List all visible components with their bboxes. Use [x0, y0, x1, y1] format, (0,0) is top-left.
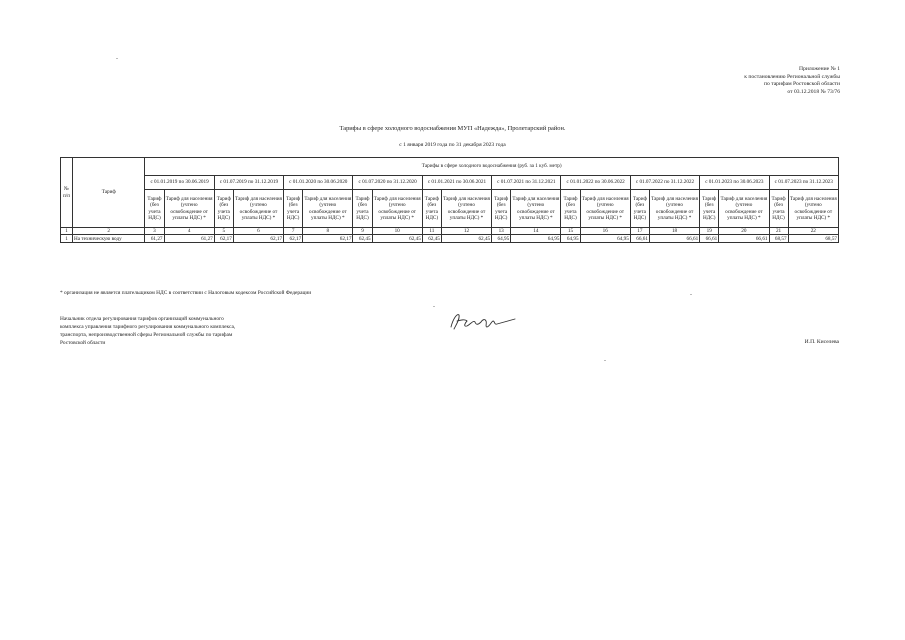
- subheader-no-vat: Тариф (без учета НДС): [561, 190, 580, 228]
- subheader-population: Тариф для населения (учтено освобождение от уплаты НДС) *: [372, 190, 422, 228]
- subheader-population: Тариф для населения (учтено освобождение от уплаты НДС) *: [719, 190, 769, 228]
- subheader-population: Тариф для населения (учтено освобождение от уплаты НДС) *: [580, 190, 630, 228]
- subheader-row: [61, 190, 839, 228]
- period-header: с 01.07.2021 по 31.12.2021: [492, 176, 561, 190]
- signer-line-1: Начальник отдела регулирования тарифов организаций коммунального: [60, 316, 224, 322]
- period-header: с 01.01.2023 по 30.06.2023: [700, 176, 769, 190]
- scan-speck: [116, 58, 118, 59]
- tariff-value: 62,45: [353, 235, 372, 243]
- subheader-no-vat: Тариф (без учета НДС): [492, 190, 511, 228]
- period-header: с 01.07.2019 по 31.12.2019: [214, 176, 283, 190]
- table-row: [61, 235, 839, 243]
- column-numbers-row: [61, 228, 839, 235]
- period-header: с 01.01.2021 по 30.06.2021: [422, 176, 491, 190]
- period-header: с 01.07.2020 по 31.12.2020: [353, 176, 422, 190]
- subheader-population: Тариф для населения (учтено освобождение от уплаты НДС) *: [511, 190, 561, 228]
- signer-line-3: транспорта, непроизводственной сферы Региональной службы по тарифам: [60, 332, 233, 338]
- tariff-value: 62,17: [214, 235, 233, 243]
- signer-line-4: Ростовской области: [60, 340, 106, 346]
- tariff-value: 64,95: [492, 235, 511, 243]
- subheader-no-vat: Тариф (без учета НДС): [353, 190, 372, 228]
- tariff-value: 62,17: [284, 235, 303, 243]
- tariff-value: 61,27: [164, 235, 214, 243]
- tariff-value: 68,57: [788, 235, 838, 243]
- header-num: № п/п: [61, 158, 73, 228]
- tariff-value: 66,61: [700, 235, 719, 243]
- period-header: с 01.07.2022 по 31.12.2022: [630, 176, 699, 190]
- column-number: 6: [233, 228, 283, 235]
- footnote: * организация не является плательщиком НДС в соответствии с Налоговым кодексом Российской Федерации: [60, 290, 312, 296]
- tariff-value: 62,17: [233, 235, 283, 243]
- column-number: 11: [422, 228, 441, 235]
- handwritten-signature: [445, 307, 525, 333]
- document-subtitle: с 1 января 2019 года по 31 декабря 2023 года: [399, 142, 506, 148]
- subheader-no-vat: Тариф (без учета НДС): [145, 190, 164, 228]
- column-number: 21: [769, 228, 788, 235]
- tariff-value: 66,61: [630, 235, 649, 243]
- appendix-line-1: Приложение № 1: [799, 66, 840, 72]
- tariff-value: 66,61: [649, 235, 699, 243]
- column-number: 18: [649, 228, 699, 235]
- signer-position: [60, 315, 320, 347]
- column-number: 10: [372, 228, 422, 235]
- period-header: с 01.01.2020 по 30.06.2020: [284, 176, 353, 190]
- column-number: 12: [441, 228, 491, 235]
- tariff-value: 64,95: [511, 235, 561, 243]
- subheader-no-vat: Тариф (без учета НДС): [214, 190, 233, 228]
- subheader-population: Тариф для населения (учтено освобождение от уплаты НДС) *: [441, 190, 491, 228]
- subheader-no-vat: Тариф (без учета НДС): [769, 190, 788, 228]
- column-number: 17: [630, 228, 649, 235]
- column-number: 16: [580, 228, 630, 235]
- subheader-no-vat: Тариф (без учета НДС): [284, 190, 303, 228]
- tariff-value: 66,61: [719, 235, 769, 243]
- column-number: 7: [284, 228, 303, 235]
- row-number: 1: [61, 235, 73, 243]
- column-number: 15: [561, 228, 580, 235]
- column-number: 20: [719, 228, 769, 235]
- period-header: с 01.07.2023 по 31.12.2023: [769, 176, 839, 190]
- header-tariff: Тариф: [73, 158, 145, 228]
- tariff-value: 64,95: [580, 235, 630, 243]
- subheader-no-vat: Тариф (без учета НДС): [630, 190, 649, 228]
- appendix-line-2: к постановлению Региональной службы: [744, 73, 840, 80]
- row-name: На техническую воду: [73, 235, 145, 243]
- column-number: 19: [700, 228, 719, 235]
- column-number: 1: [61, 228, 73, 235]
- appendix-line-3: по тарифам Ростовской области: [764, 81, 840, 88]
- column-number: 5: [214, 228, 233, 235]
- tariff-value: 61,27: [145, 235, 164, 243]
- column-number: 4: [164, 228, 214, 235]
- signer-name: И.П. Киселева: [804, 339, 839, 345]
- column-number: 8: [303, 228, 353, 235]
- tariff-value: 62,45: [422, 235, 441, 243]
- period-header: с 01.01.2022 по 30.06.2022: [561, 176, 630, 190]
- appendix-line-4: от 03.12.2018 № 73/76: [787, 88, 840, 95]
- appendix-block: [640, 66, 840, 96]
- subheader-no-vat: Тариф (без учета НДС): [700, 190, 719, 228]
- column-number: 2: [73, 228, 145, 235]
- tariff-value: 68,57: [769, 235, 788, 243]
- tariff-value: 62,45: [441, 235, 491, 243]
- column-number: 22: [788, 228, 838, 235]
- subheader-population: Тариф для населения (учтено освобождение от уплаты НДС) *: [233, 190, 283, 228]
- subheader-population: Тариф для населения (учтено освобождение от уплаты НДС) *: [303, 190, 353, 228]
- header-group: Тарифы в сфере холодного водоснабжения (руб. за 1 куб. метр): [145, 158, 839, 176]
- scan-speck: [433, 306, 435, 307]
- tariff-value: 62,17: [303, 235, 353, 243]
- tariff-value: 64,95: [561, 235, 580, 243]
- subheader-population: Тариф для населения (учтено освобождение от уплаты НДС) *: [164, 190, 214, 228]
- subheader-population: Тариф для населения (учтено освобождение от уплаты НДС) *: [788, 190, 838, 228]
- column-number: 14: [511, 228, 561, 235]
- column-number: 9: [353, 228, 372, 235]
- column-number: 3: [145, 228, 164, 235]
- subheader-population: Тариф для населения (учтено освобождение от уплаты НДС) *: [649, 190, 699, 228]
- periods-row: [61, 176, 839, 190]
- tariff-table: [60, 157, 839, 243]
- column-number: 13: [492, 228, 511, 235]
- period-header: с 01.01.2019 по 30.06.2019: [145, 176, 214, 190]
- signer-line-2: комплекса управления тарифного регулирования коммунального комплекса,: [60, 324, 236, 330]
- scan-speck: [604, 360, 606, 361]
- tariff-value: 62,45: [372, 235, 422, 243]
- document-title: Тарифы в сфере холодного водоснабжения МУП «Надежда», Пролетарский район.: [339, 125, 566, 132]
- scan-speck: [690, 294, 692, 295]
- subheader-no-vat: Тариф (без учета НДС): [422, 190, 441, 228]
